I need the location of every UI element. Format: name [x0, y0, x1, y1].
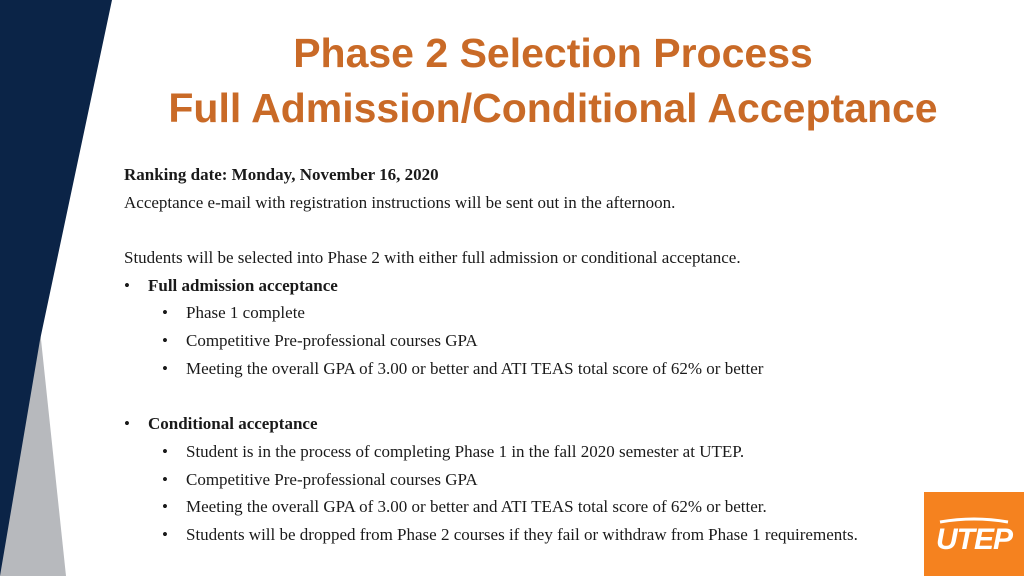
bullet-dot: •: [162, 303, 168, 323]
ranking-date: Ranking date: Monday, November 16, 2020: [124, 165, 439, 184]
list-item: [124, 299, 954, 327]
bullet-dot: •: [162, 358, 168, 378]
bullet-dot: •: [162, 331, 168, 351]
spacer: [124, 216, 954, 244]
full-admission-label: Full admission acceptance: [148, 275, 338, 295]
slide-body: [124, 161, 954, 549]
intro-text: Students will be selected into Phase 2 with either full admission or conditional acceptance.: [124, 248, 741, 268]
conditional-label: Conditional acceptance: [148, 414, 318, 434]
slide-title-line-2: Full Admission/Conditional Acceptance: [168, 85, 938, 131]
full-admission-heading: [124, 272, 954, 300]
bullet-dot: •: [124, 275, 130, 295]
list-item: [124, 355, 954, 383]
list-item: [124, 327, 954, 355]
spacer: [124, 383, 954, 411]
list-item-text: Students will be dropped from Phase 2 courses if they fail or withdraw from Phase 1 requirements.: [186, 524, 858, 544]
list-item-text: Meeting the overall GPA of 3.00 or better and ATI TEAS total score of 62% or better.: [186, 497, 767, 517]
utep-logo-mark: [924, 492, 1024, 576]
conditional-heading: [124, 410, 954, 438]
list-item-text: Student is in the process of completing Phase 1 in the fall 2020 semester at UTEP.: [186, 441, 745, 461]
bullet-dot: •: [162, 441, 168, 461]
bullet-dot: •: [162, 524, 168, 544]
slide-title-line-1: Phase 2 Selection Process: [293, 30, 813, 76]
bullet-dot: •: [162, 497, 168, 517]
svg-text:UTEP: UTEP: [935, 523, 1013, 556]
list-item-text: Phase 1 complete: [186, 303, 305, 323]
list-item: [124, 466, 954, 494]
utep-logo: [924, 492, 1024, 576]
acceptance-note: Acceptance e-mail with registration instructions will be sent out in the afternoon.: [124, 192, 676, 212]
bullet-dot: •: [124, 414, 130, 434]
list-item: [124, 438, 954, 466]
list-item-text: Meeting the overall GPA of 3.00 or better and ATI TEAS total score of 62% or better: [186, 358, 764, 378]
list-item-text: Competitive Pre-professional courses GPA: [186, 331, 478, 351]
list-item: [124, 493, 954, 521]
list-item-text: Competitive Pre-professional courses GPA: [186, 469, 478, 489]
list-item: [124, 521, 954, 549]
bullet-dot: •: [162, 469, 168, 489]
